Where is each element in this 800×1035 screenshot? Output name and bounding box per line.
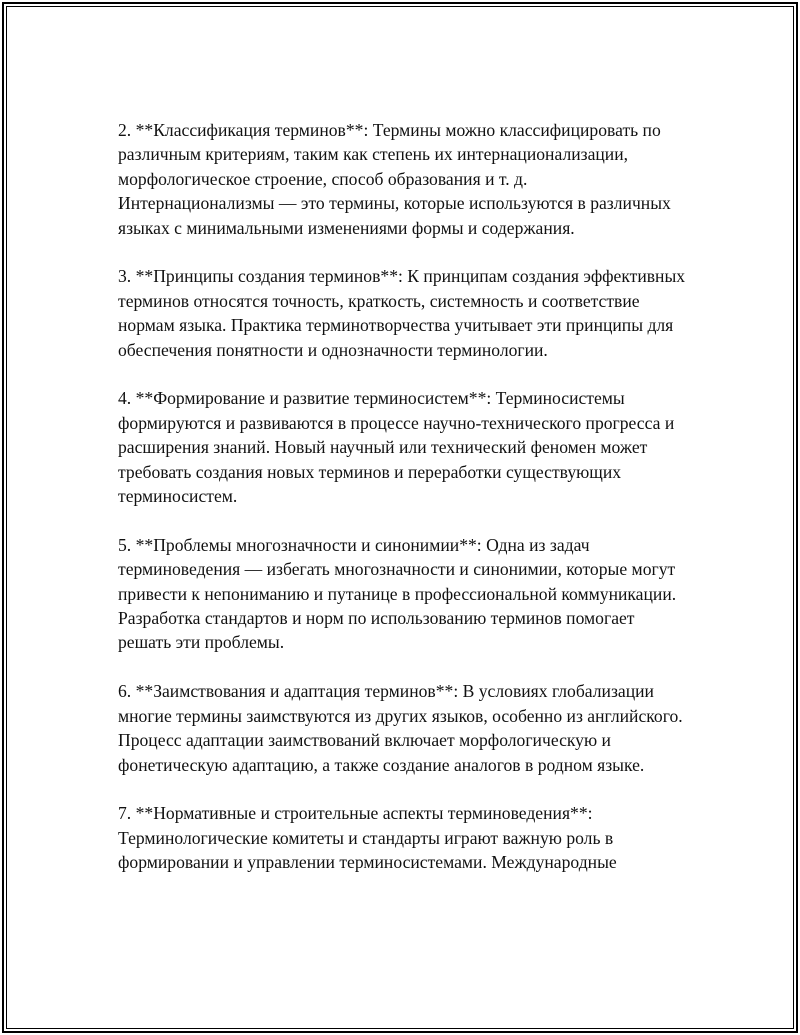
document-body [118,118,688,875]
paragraph-borrowing: 6. **Заимствования и адаптация терминов**: В условиях глобализации многие термины заимствуются из других языков, особенно из английского. Процесс адаптации заимствований включает морфологическую и фонетическую адаптацию, а также создание аналогов в родном языке. [118,681,683,775]
paragraph-normative-aspects: 7. **Нормативные и строительные аспекты терминоведения**: Терминологические комитеты и стандарты играют важную роль в формировании и управлении терминосистемами. Международные [118,803,617,873]
paragraph-principles: 3. **Принципы создания терминов**: К принципам создания эффективных терминов относятся точность, краткость, системность и соответствие нормам языка. Практика терминотворчества учитывает эти принципы для обеспечения понятности и однозначности терминологии. [118,266,686,360]
paragraph-polysemy-synonymy: 5. **Проблемы многозначности и синонимии**: Одна из задач терминоведения — избегать многозначности и синонимии, которые могут привести к непониманию и путанице в профессиональной коммуникации. Разработка стандартов и норм по использованию терминов помогает решать эти проблемы. [118,534,677,653]
paragraph-term-systems: 4. **Формирование и развитие терминосистем**: Терминосистемы формируются и развиваются в процессе научно-технического прогресса и расширения знаний. Новый научный или технический феномен может требовать создания новых терминов и переработки существующих терминосистем. [118,388,675,507]
paragraph-classification: 2. **Классификация терминов**: Термины можно классифицировать по различным критериям, таким как степень их интернационализации, морфологическое строение, способ образования и т. д. Интернационализмы — это термины, которые используются в различных языках с минимальными изменениями формы и содержания. [118,120,671,238]
